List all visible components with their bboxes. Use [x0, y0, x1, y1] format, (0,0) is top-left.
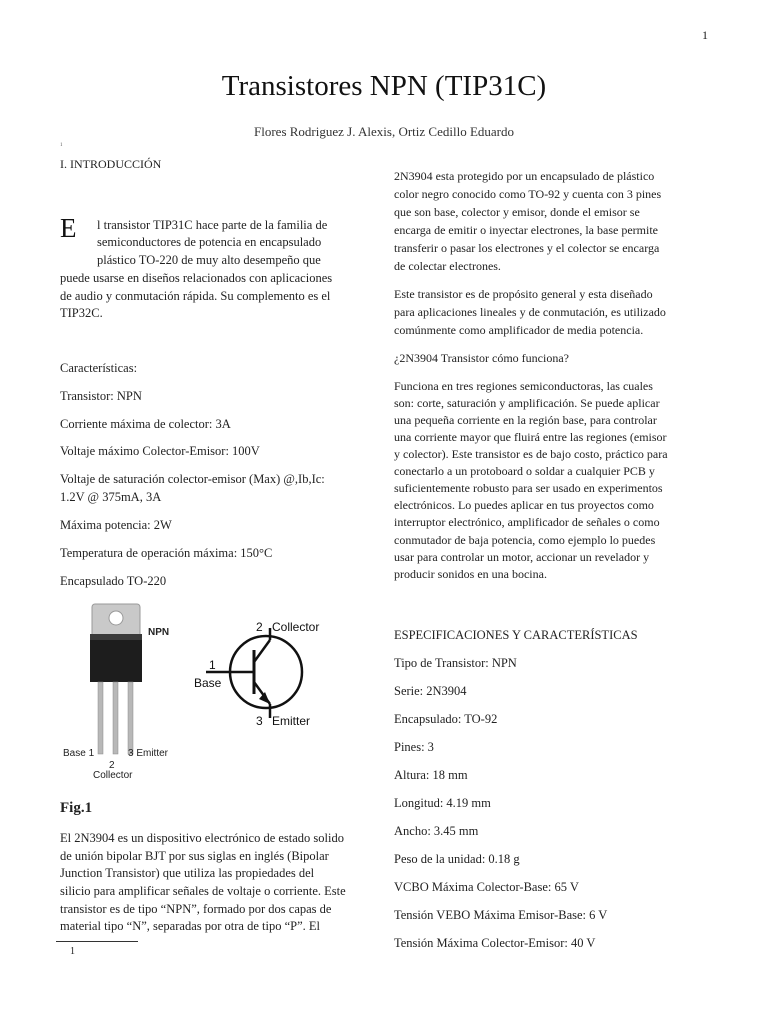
paragraph-line: transistor es de tipo “NPN”, formado por dos capas de: [60, 902, 332, 916]
paragraph-line: de unión bipolar BJT por sus siglas en inglés (Bipolar: [60, 849, 329, 863]
spec-item: Encapsulado: TO-92: [394, 712, 498, 726]
paragraph-line: material tipo “N”, separadas por otra de tipo “P”. El: [60, 919, 320, 933]
characteristic-item: Temperatura de operación máxima: 150°C: [60, 546, 273, 560]
paragraph-line: que son base, colector y emisor, donde el emisor se: [394, 205, 640, 219]
drop-cap: E: [60, 213, 77, 243]
intro-line: puede usarse en diseños relacionados con aplicaciones: [60, 271, 333, 285]
emitter-number: 3: [256, 714, 263, 728]
spec-item: Peso de la unidad: 0.18 g: [394, 852, 520, 866]
collector-number: 2: [256, 620, 263, 634]
lead-base: [98, 682, 103, 754]
characteristic-item: Encapsulado TO-220: [60, 574, 167, 588]
page-number: 1: [702, 28, 708, 42]
base-number: 1: [209, 658, 216, 672]
paragraph-line: conectarlo a un protoboard o soldar a cualquier PCB y: [394, 464, 655, 478]
paragraph-line: de colectar electrones.: [394, 259, 501, 273]
paragraph-line: 2N3904 esta protegido por un encapsulado de plástico: [394, 169, 655, 183]
characteristics-heading: Características:: [60, 361, 138, 375]
npn-emitter-arrow: [259, 692, 270, 704]
paragraph-line: interruptor electrónico, amplificador de señales o como: [394, 515, 660, 529]
figure-caption: Fig.1: [60, 800, 93, 816]
npn-label: NPN: [148, 627, 170, 638]
to220-mounting-hole: [109, 611, 123, 625]
paragraph-line: encarga de emitir o inyectar electrones, la base permite: [394, 223, 658, 237]
intro-line: TIP32C.: [60, 306, 103, 320]
intro-line: l transistor TIP31C hace parte de la familia de: [97, 218, 328, 232]
pin-emitter-label: 3 Emitter: [128, 748, 169, 759]
paragraph-line: transferir o pasar los electrones y el colector se encarga: [394, 241, 660, 255]
spec-item: Ancho: 3.45 mm: [394, 824, 479, 838]
paragraph-line: para aplicaciones lineales y de conmutación, es utilizado: [394, 305, 666, 319]
npn-collector-line: [254, 640, 270, 662]
pin-collector-number: 2: [109, 760, 115, 771]
spec-item: Tipo de Transistor: NPN: [394, 656, 517, 670]
paragraph-line: silicio para amplificar señales de voltaje o corriente. Este: [60, 884, 346, 898]
to220-body-edge: [90, 634, 142, 640]
characteristic-item: Transistor: NPN: [60, 389, 142, 403]
footnote-separator: [56, 941, 138, 942]
emitter-label: Emitter: [272, 714, 311, 728]
spec-item: Tensión VEBO Máxima Emisor-Base: 6 V: [394, 908, 608, 922]
spec-item: Pines: 3: [394, 740, 434, 754]
paragraph-line: El 2N3904 es un dispositivo electrónico de estado solido: [60, 831, 344, 845]
lead-emitter: [128, 682, 133, 754]
to220-body: [90, 634, 142, 682]
spec-item: Longitud: 4.19 mm: [394, 796, 491, 810]
question-heading: ¿2N3904 Transistor cómo funciona?: [394, 351, 569, 365]
paragraph-line: Junction Transistor) que utiliza las propiedades del: [60, 866, 315, 880]
characteristic-item: Corriente máxima de colector: 3A: [60, 417, 231, 431]
spec-item: Tensión Máxima Colector-Emisor: 40 V: [394, 936, 596, 950]
lead-collector: [113, 682, 118, 754]
intro-line: semiconductores de potencia en encapsulado: [97, 235, 322, 249]
base-label: Base: [194, 676, 222, 690]
characteristic-item: Máxima potencia: 2W: [60, 518, 172, 532]
characteristic-item: Voltaje de saturación colector-emisor (Max) @,Ib,Ic:: [60, 472, 325, 486]
authors: Flores Rodriguez J. Alexis, Ortiz Cedillo Eduardo: [254, 124, 514, 139]
pin-collector-label: Collector: [93, 770, 133, 781]
spec-item: Serie: 2N3904: [394, 684, 467, 698]
spec-item: Altura: 18 mm: [394, 768, 468, 782]
intro-line: plástico TO-220 de muy alto desempeño que: [97, 253, 321, 267]
characteristic-item: 1.2V @ 375mA, 3A: [60, 490, 162, 504]
document-title: Transistores NPN (TIP31C): [221, 70, 547, 102]
pin-base-label: Base 1: [63, 748, 95, 759]
paragraph-line: y colector). Este transistor es de bajo costo, práctico para: [394, 447, 668, 461]
footnote-number: 1: [70, 946, 75, 957]
collector-label: Collector: [272, 620, 320, 634]
specs-heading: ESPECIFICACIONES Y CARACTERÍSTICAS: [394, 628, 638, 642]
spec-item: VCBO Máxima Colector-Base: 65 V: [394, 880, 579, 894]
paragraph-line: color negro conocido como TO-92 y cuenta con 3 pines: [394, 187, 662, 201]
paragraph-line: suficientemente robusto para ser usado en experimentos: [394, 481, 663, 495]
paragraph-line: electrónicos. Lo puedes aplicar en tus proyectos como: [394, 498, 654, 512]
author-superscript: 1: [60, 143, 63, 148]
section-heading-intro: I. INTRODUCCIÓN: [60, 157, 162, 171]
paragraph-line: son: corte, saturación y amplificación. Se puede aplicar: [394, 396, 660, 410]
paragraph-line: Este transistor es de propósito general y esta diseñado: [394, 287, 653, 301]
paragraph-line: una corriente mayor que fluirá entre las regiones (emisor: [394, 430, 667, 444]
paragraph-line: comúnmente como amplificador de media potencia.: [394, 323, 644, 337]
paragraph-line: una pequeña corriente en la región base, para controlar: [394, 413, 657, 427]
intro-line: de audio y conmutación rápida. Su complemento es el: [60, 289, 331, 303]
characteristic-item: Voltaje máximo Colector-Emisor: 100V: [60, 444, 260, 458]
paragraph-line: producir sonidos en una bocina.: [394, 567, 547, 581]
paragraph-line: conmutador de baja potencia, como ejemplo lo puedes: [394, 533, 656, 547]
paragraph-line: Funciona en tres regiones semiconductoras, las cuales: [394, 379, 653, 393]
paragraph-line: usar para controlar un motor, accionar un revelador y: [394, 550, 650, 564]
